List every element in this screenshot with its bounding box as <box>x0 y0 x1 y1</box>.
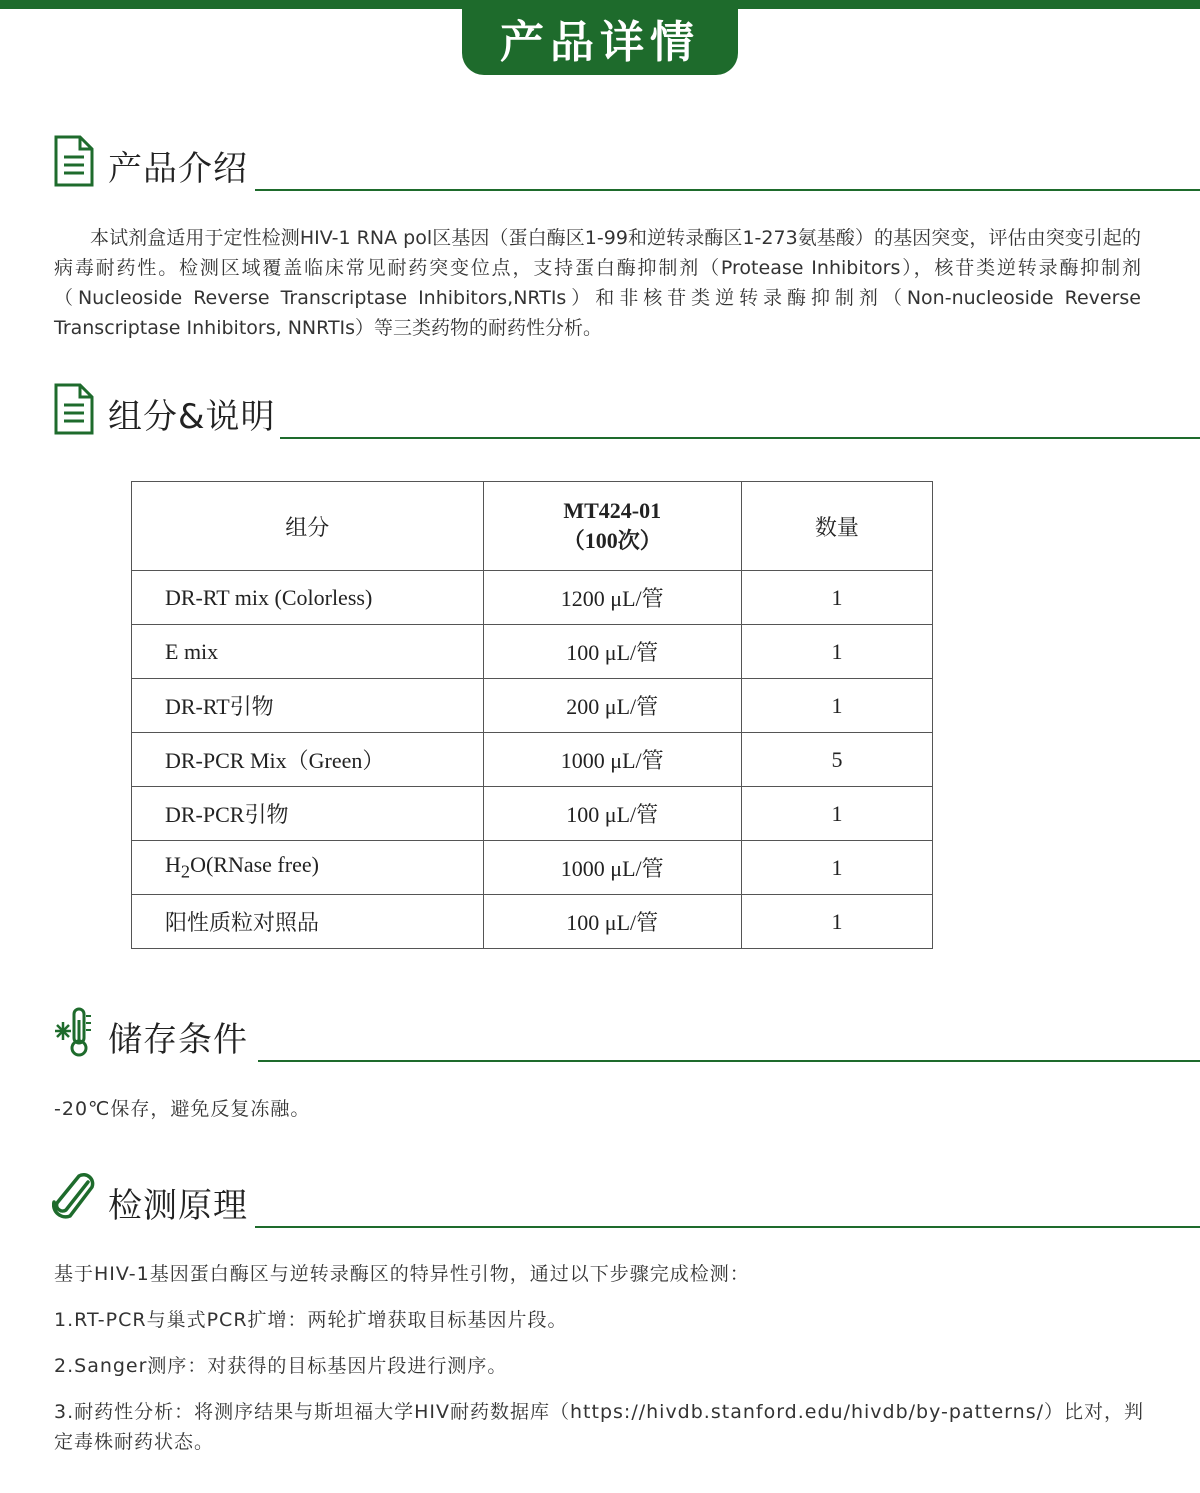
sku-code: MT424-01 <box>563 497 662 523</box>
section-divider <box>255 189 1200 191</box>
intro-paragraph: 本试剂盒适用于定性检测HIV-1 RNA pol区基因（蛋白酶区1-99和逆转录酶区1-273氨基酸）的基因突变，评估由突变引起的病毒耐药性。检测区域覆盖临床常见耐药突变位点，支持蛋白酶抑制剂（Protease Inhibitors），核苷类逆转录酶抑制剂（Nucleoside Reverse Transcriptase Inhibitors,NRTIs）和非核苷类逆转录酶抑制剂（Non-nucleoside Reverse Transcriptase Inhibitors, NNRTIs）等三类药物的耐药性分析。 <box>54 227 1141 339</box>
section-header-principle <box>52 1172 1200 1228</box>
step-item: 1.RT-PCR与巢式PCR扩增：两轮扩增获取目标基因片段。 <box>54 1309 568 1331</box>
subscript: 2 <box>180 861 191 882</box>
component-name <box>132 841 484 895</box>
component-name: E mix <box>132 625 484 679</box>
storage-text: -20℃保存，避免反复冻融。 <box>54 1098 311 1120</box>
paperclip-icon <box>52 1172 96 1224</box>
name-part: O(RNase free) <box>190 852 319 878</box>
component-qty: 1 <box>741 625 932 679</box>
component-volume: 100 μL/管 <box>483 787 741 841</box>
principle-content <box>54 1259 1144 1457</box>
section-header-storage <box>52 1006 1200 1062</box>
header-sku <box>483 482 741 571</box>
component-qty: 1 <box>741 787 932 841</box>
section-title: 产品介绍 <box>108 149 248 189</box>
component-name: DR-PCR Mix（Green） <box>132 733 484 787</box>
component-volume: 1000 μL/管 <box>483 733 741 787</box>
component-volume: 1000 μL/管 <box>483 841 741 895</box>
thermometer-snowflake-icon <box>52 1006 96 1058</box>
header-banner <box>462 0 738 75</box>
document-icon <box>52 135 96 187</box>
component-qty: 5 <box>741 733 932 787</box>
page-title: 产品详情 <box>500 16 700 68</box>
section-header-intro <box>52 135 1200 191</box>
section-header-components <box>52 383 1200 439</box>
section-divider <box>280 437 1200 439</box>
table-row <box>132 679 933 733</box>
component-volume: 100 μL/管 <box>483 895 741 949</box>
component-volume: 1200 μL/管 <box>483 571 741 625</box>
table-row <box>132 895 933 949</box>
section-title: 组分&说明 <box>108 397 276 437</box>
header-qty: 数量 <box>741 482 932 571</box>
components-table <box>131 481 933 949</box>
table-header-row <box>132 482 933 571</box>
component-name: DR-RT引物 <box>132 679 484 733</box>
component-name: DR-PCR引物 <box>132 787 484 841</box>
table-row <box>132 733 933 787</box>
header-component: 组分 <box>132 482 484 571</box>
step-item: 2.Sanger测序：对获得的目标基因片段进行测序。 <box>54 1355 508 1377</box>
table-row <box>132 841 933 895</box>
table-row <box>132 787 933 841</box>
table-row <box>132 571 933 625</box>
table-row <box>132 625 933 679</box>
component-volume: 100 μL/管 <box>483 625 741 679</box>
component-qty: 1 <box>741 895 932 949</box>
name-part: H <box>165 852 181 878</box>
section-divider <box>258 1060 1200 1062</box>
component-name: DR-RT mix (Colorless) <box>132 571 484 625</box>
step-item: 3.耐药性分析：将测序结果与斯坦福大学HIV耐药数据库（https://hivdb.stanford.edu/hivdb/by-patterns/）比对，判定毒株耐药状态。 <box>54 1401 1144 1453</box>
section-title: 储存条件 <box>108 1020 248 1060</box>
component-qty: 1 <box>741 571 932 625</box>
component-volume: 200 μL/管 <box>483 679 741 733</box>
principle-intro: 基于HIV-1基因蛋白酶区与逆转录酶区的特异性引物，通过以下步骤完成检测： <box>54 1263 750 1285</box>
component-qty: 1 <box>741 841 932 895</box>
sku-sub: （100次） <box>562 527 662 553</box>
component-name: 阳性质粒对照品 <box>132 895 484 949</box>
section-divider <box>255 1226 1200 1228</box>
document-icon <box>52 383 96 435</box>
section-title: 检测原理 <box>108 1186 248 1226</box>
component-qty: 1 <box>741 679 932 733</box>
